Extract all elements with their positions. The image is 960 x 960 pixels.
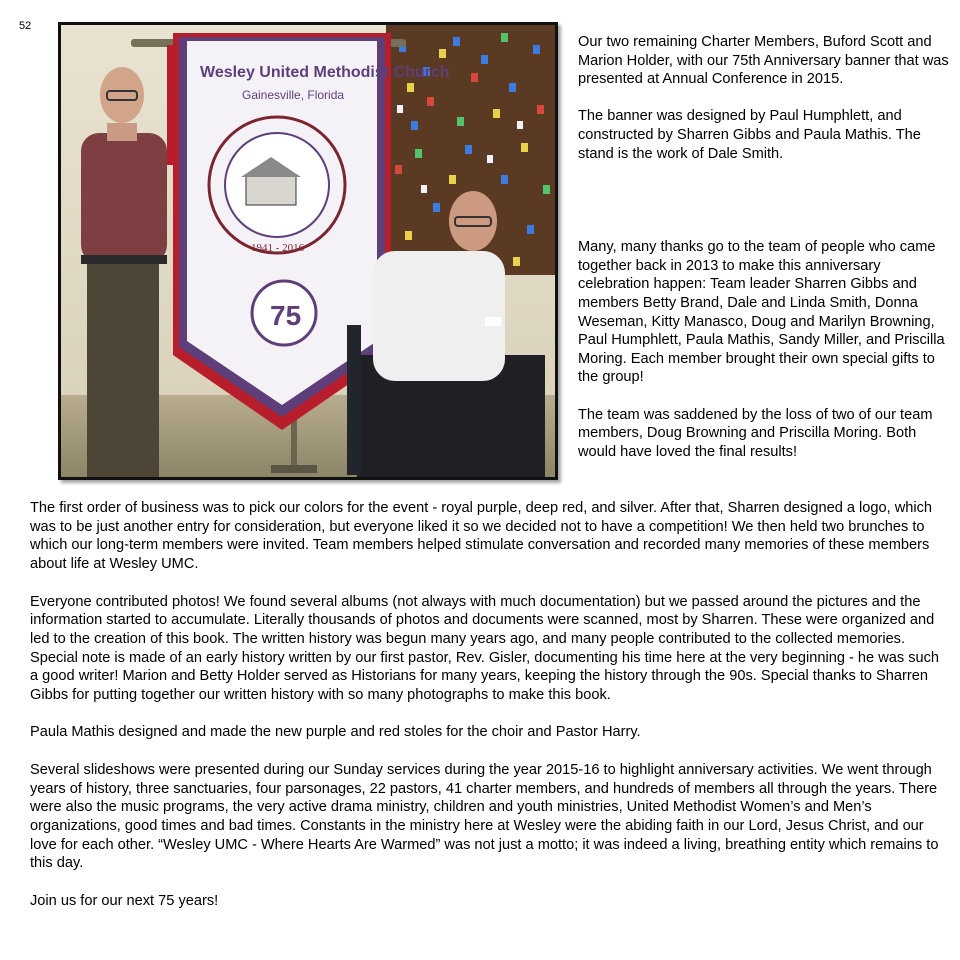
page-number: 52 (19, 20, 32, 32)
thanks-paragraph: Many, many thanks go to the team of people who came together back in 2013 to make this anniversary celebration happen: Team leader Sharren Gibbs and members Betty Brand, Dale and Linda Smith, Donna Weseman, Kitty Manasco, Doug and Marilyn Browning, Paul Humphlett, Paula Mathis, Sandy Miller, and Priscilla Moring. Each member brought their own special gifts to the group! (578, 239, 945, 386)
body-paragraph-slideshows: Several slideshows were presented during our Sunday services during the year 2015-16 to highlight anniversary activities. We went through years of history, three sanctuaries, four parsonages, 22 pastors, 41 charter members, and hundreds of members all through the years. There were also the music programs, the very active drama ministry, children and youth ministries, United Methodist Women’s and Men’s organizations, good times and bad times. Constants in the ministry here at Wesley were the abiding faith in our Lord, Jesus Christ, and our love for each other. “Wesley UMC - Where Hearts Are Warmed” was not just a motto; it was indeed a living, breathing entity which remains to this day. (30, 761, 939, 872)
caption-banner-credits: The banner was designed by Paul Humphlett, and constructed by Sharren Gibbs and Paula Mathis. The stand is the work of Dale Smith. (578, 108, 921, 162)
body-paragraph-stoles: Paula Mathis designed and made the new purple and red stoles for the choir and Pastor Harry. (30, 724, 641, 741)
body-paragraph-photos-history: Everyone contributed photos! We found several albums (not always with much documentation) but we passed around the pictures and the information started to accumulate. Literally thousands of photos and documents were scanned, most by Sharren. These were organized and led to the creation of this book. The written history was begun many years ago, and many people contributed to the collected memories. Special note is made of an early history written by our first pastor, Rev. Gisler, documenting his time here at the very beginning - he was such a good writer! Marion and Betty Holder served as Historians for many years, keeping the history through the 90s. Special thanks to Sharren Gibbs for putting together our written history with so many photographs to make this book. (30, 593, 940, 704)
photo-caption-column (578, 33, 953, 461)
charter-members-photo (58, 22, 558, 480)
banner-title: Wesley United Methodist Church (200, 64, 450, 81)
memorial-paragraph: The team was saddened by the loss of two of our team members, Doug Browning and Priscilla Moring. Both would have loved the final results! (578, 406, 933, 460)
body-text (30, 499, 945, 929)
banner-anniversary-number: 75 (270, 300, 302, 331)
caption-charter-members: Our two remaining Charter Members, Buford Scott and Marion Holder, with our 75th Anniversary banner that was presented at Annual Conference in 2015. (578, 34, 949, 88)
body-paragraph-closing: Join us for our next 75 years! (30, 892, 219, 909)
banner-dates: 1941 - 2016 (251, 242, 305, 254)
banner-location: Gainesville, Florida (242, 88, 345, 102)
photo-illustration (61, 25, 555, 477)
body-paragraph-colors-logo: The first order of business was to pick our colors for the event - royal purple, deep red, and silver. After that, Sharren designed a logo, which was to be just another entry for consideration, but everyone liked it so we decided not to have a competition! We then held two brunches to which our long-term members were invited. Team members helped stimulate conversation and recorded many memories of these members about life at Wesley UMC. (30, 500, 933, 573)
